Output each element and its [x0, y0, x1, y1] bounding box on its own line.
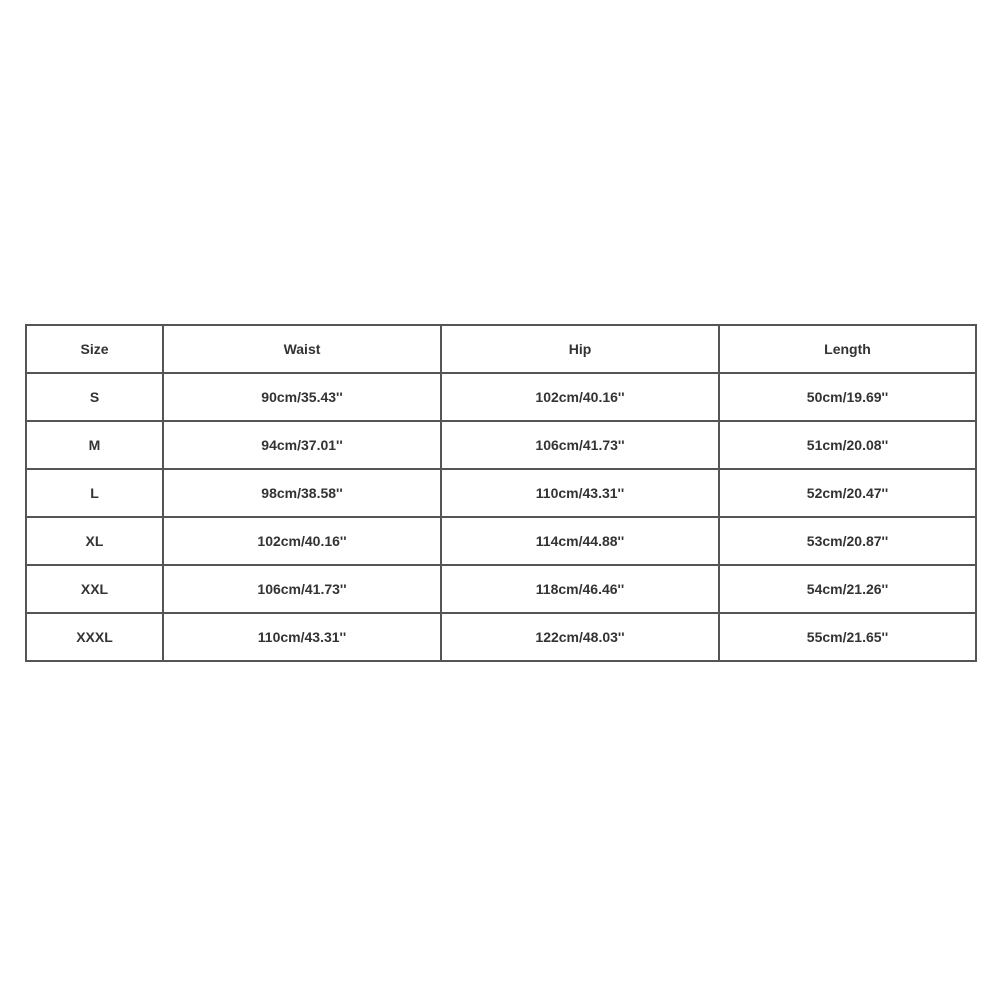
table-body	[26, 373, 976, 661]
size-cell: XL	[26, 517, 163, 565]
size-cell: XXL	[26, 565, 163, 613]
table-header	[26, 325, 976, 373]
hip-cell: 110cm/43.31''	[441, 469, 719, 517]
waist-cell: 110cm/43.31''	[163, 613, 441, 661]
table-row	[26, 373, 976, 421]
length-cell: 55cm/21.65''	[719, 613, 976, 661]
hip-cell: 118cm/46.46''	[441, 565, 719, 613]
table-row	[26, 517, 976, 565]
hip-cell: 114cm/44.88''	[441, 517, 719, 565]
length-cell: 50cm/19.69''	[719, 373, 976, 421]
hip-cell: 122cm/48.03''	[441, 613, 719, 661]
header-size: Size	[26, 325, 163, 373]
size-chart-table	[25, 324, 977, 662]
hip-cell: 106cm/41.73''	[441, 421, 719, 469]
header-row	[26, 325, 976, 373]
hip-cell: 102cm/40.16''	[441, 373, 719, 421]
waist-cell: 94cm/37.01''	[163, 421, 441, 469]
length-cell: 54cm/21.26''	[719, 565, 976, 613]
size-cell: S	[26, 373, 163, 421]
table-row	[26, 613, 976, 661]
header-length: Length	[719, 325, 976, 373]
table-row	[26, 469, 976, 517]
table-row	[26, 565, 976, 613]
length-cell: 53cm/20.87''	[719, 517, 976, 565]
size-cell: XXXL	[26, 613, 163, 661]
waist-cell: 98cm/38.58''	[163, 469, 441, 517]
waist-cell: 90cm/35.43''	[163, 373, 441, 421]
header-waist: Waist	[163, 325, 441, 373]
length-cell: 51cm/20.08''	[719, 421, 976, 469]
size-cell: M	[26, 421, 163, 469]
length-cell: 52cm/20.47''	[719, 469, 976, 517]
header-hip: Hip	[441, 325, 719, 373]
waist-cell: 102cm/40.16''	[163, 517, 441, 565]
table-row	[26, 421, 976, 469]
size-cell: L	[26, 469, 163, 517]
waist-cell: 106cm/41.73''	[163, 565, 441, 613]
